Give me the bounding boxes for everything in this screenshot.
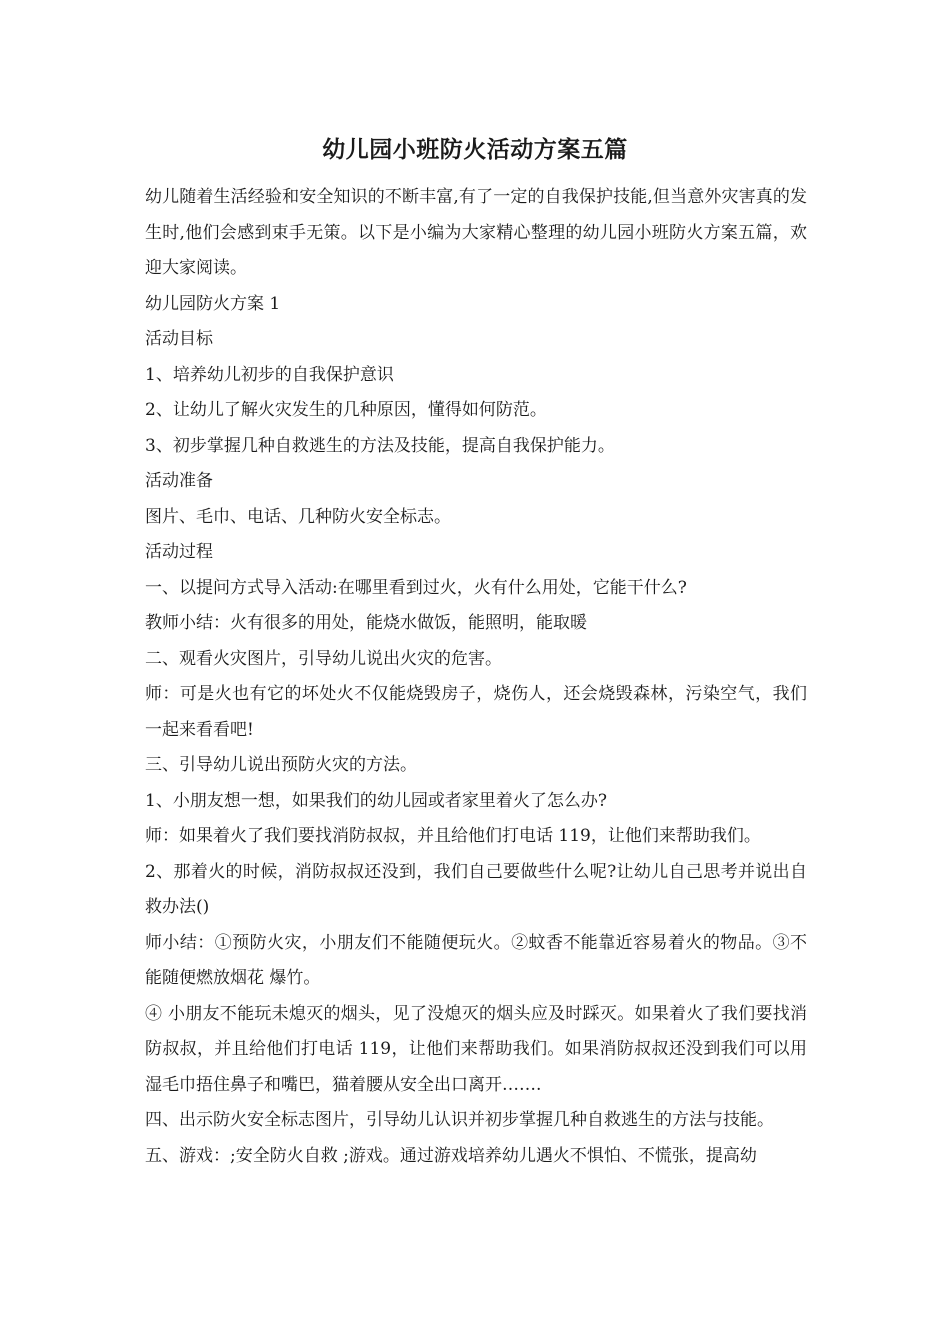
process-paragraph: 师：如果着火了我们要找消防叔叔，并且给他们打电话 119，让他们来帮助我们。 <box>145 826 761 846</box>
goal-item: 3、初步掌握几种自救逃生的方法及技能，提高自我保护能力。 <box>145 435 615 456</box>
section-heading-process: 活动过程 <box>145 542 213 562</box>
process-paragraph: 四、出示防火安全标志图片，引导幼儿认识并初步掌握几种自救逃生的方法与技能。 <box>145 1110 774 1130</box>
plan-heading: 幼儿园防火方案 1 <box>145 293 281 314</box>
goal-item: 2、让幼儿了解火灾发生的几种原因，懂得如何防范。 <box>145 400 547 420</box>
process-paragraph: 五、游戏：;安全防火自救 ;游戏。通过游戏培养幼儿遇火不惧怕、不慌张，提高幼 <box>145 1145 757 1166</box>
document-title: 幼儿园小班防火活动方案五篇 <box>322 136 628 163</box>
process-paragraph: 师：可是火也有它的坏处火不仅能烧毁房子，烧伤人，还会烧毁森林，污染空气，我们一起来看看吧! <box>145 684 807 740</box>
process-paragraph: 1、小朋友想一想，如果我们的幼儿园或者家里着火了怎么办? <box>145 790 607 811</box>
document-body <box>145 180 807 1174</box>
process-paragraph: 一、以提问方式导入活动:在哪里看到过火，火有什么用处，它能干什么? <box>145 577 687 598</box>
goal-item: 1、培养幼儿初步的自我保护意识 <box>145 364 394 385</box>
intro-paragraph: 幼儿随着生活经验和安全知识的不断丰富,有了一定的自我保护技能,但当意外灾害真的发生时,他们会感到束手无策。以下是小编为大家精心整理的幼儿园小班防火方案五篇，欢迎大家阅读。 <box>145 187 807 278</box>
section-heading-preparation: 活动准备 <box>145 471 213 491</box>
process-paragraph: 教师小结：火有很多的用处，能烧水做饭，能照明，能取暖 <box>145 613 587 633</box>
process-paragraph: 二、观看火灾图片，引导幼儿说出火灾的危害。 <box>145 648 502 669</box>
section-heading-goals: 活动目标 <box>145 329 213 349</box>
process-paragraph: 三、引导幼儿说出预防火灾的方法。 <box>145 755 417 775</box>
process-paragraph: ④ 小朋友不能玩未熄灭的烟头，见了没熄灭的烟头应及时踩灭。如果着火了我们要找消防叔叔，并且给他们打电话 119，让他们来帮助我们。如果消防叔叔还没到我们可以用湿毛巾捂住鼻子和嘴巴，猫着腰从安全出口离开……. <box>145 1003 807 1095</box>
process-paragraph: 师小结：①预防火灾，小朋友们不能随便玩火。②蚊香不能靠近容易着火的物品。③不能随便燃放烟花 爆竹。 <box>145 932 807 988</box>
preparation-text: 图片、毛巾、电话、几种防火安全标志。 <box>145 506 451 527</box>
process-paragraph: 2、那着火的时候，消防叔叔还没到，我们自己要做些什么呢?让幼儿自己思考并说出自救办法() <box>145 861 807 917</box>
